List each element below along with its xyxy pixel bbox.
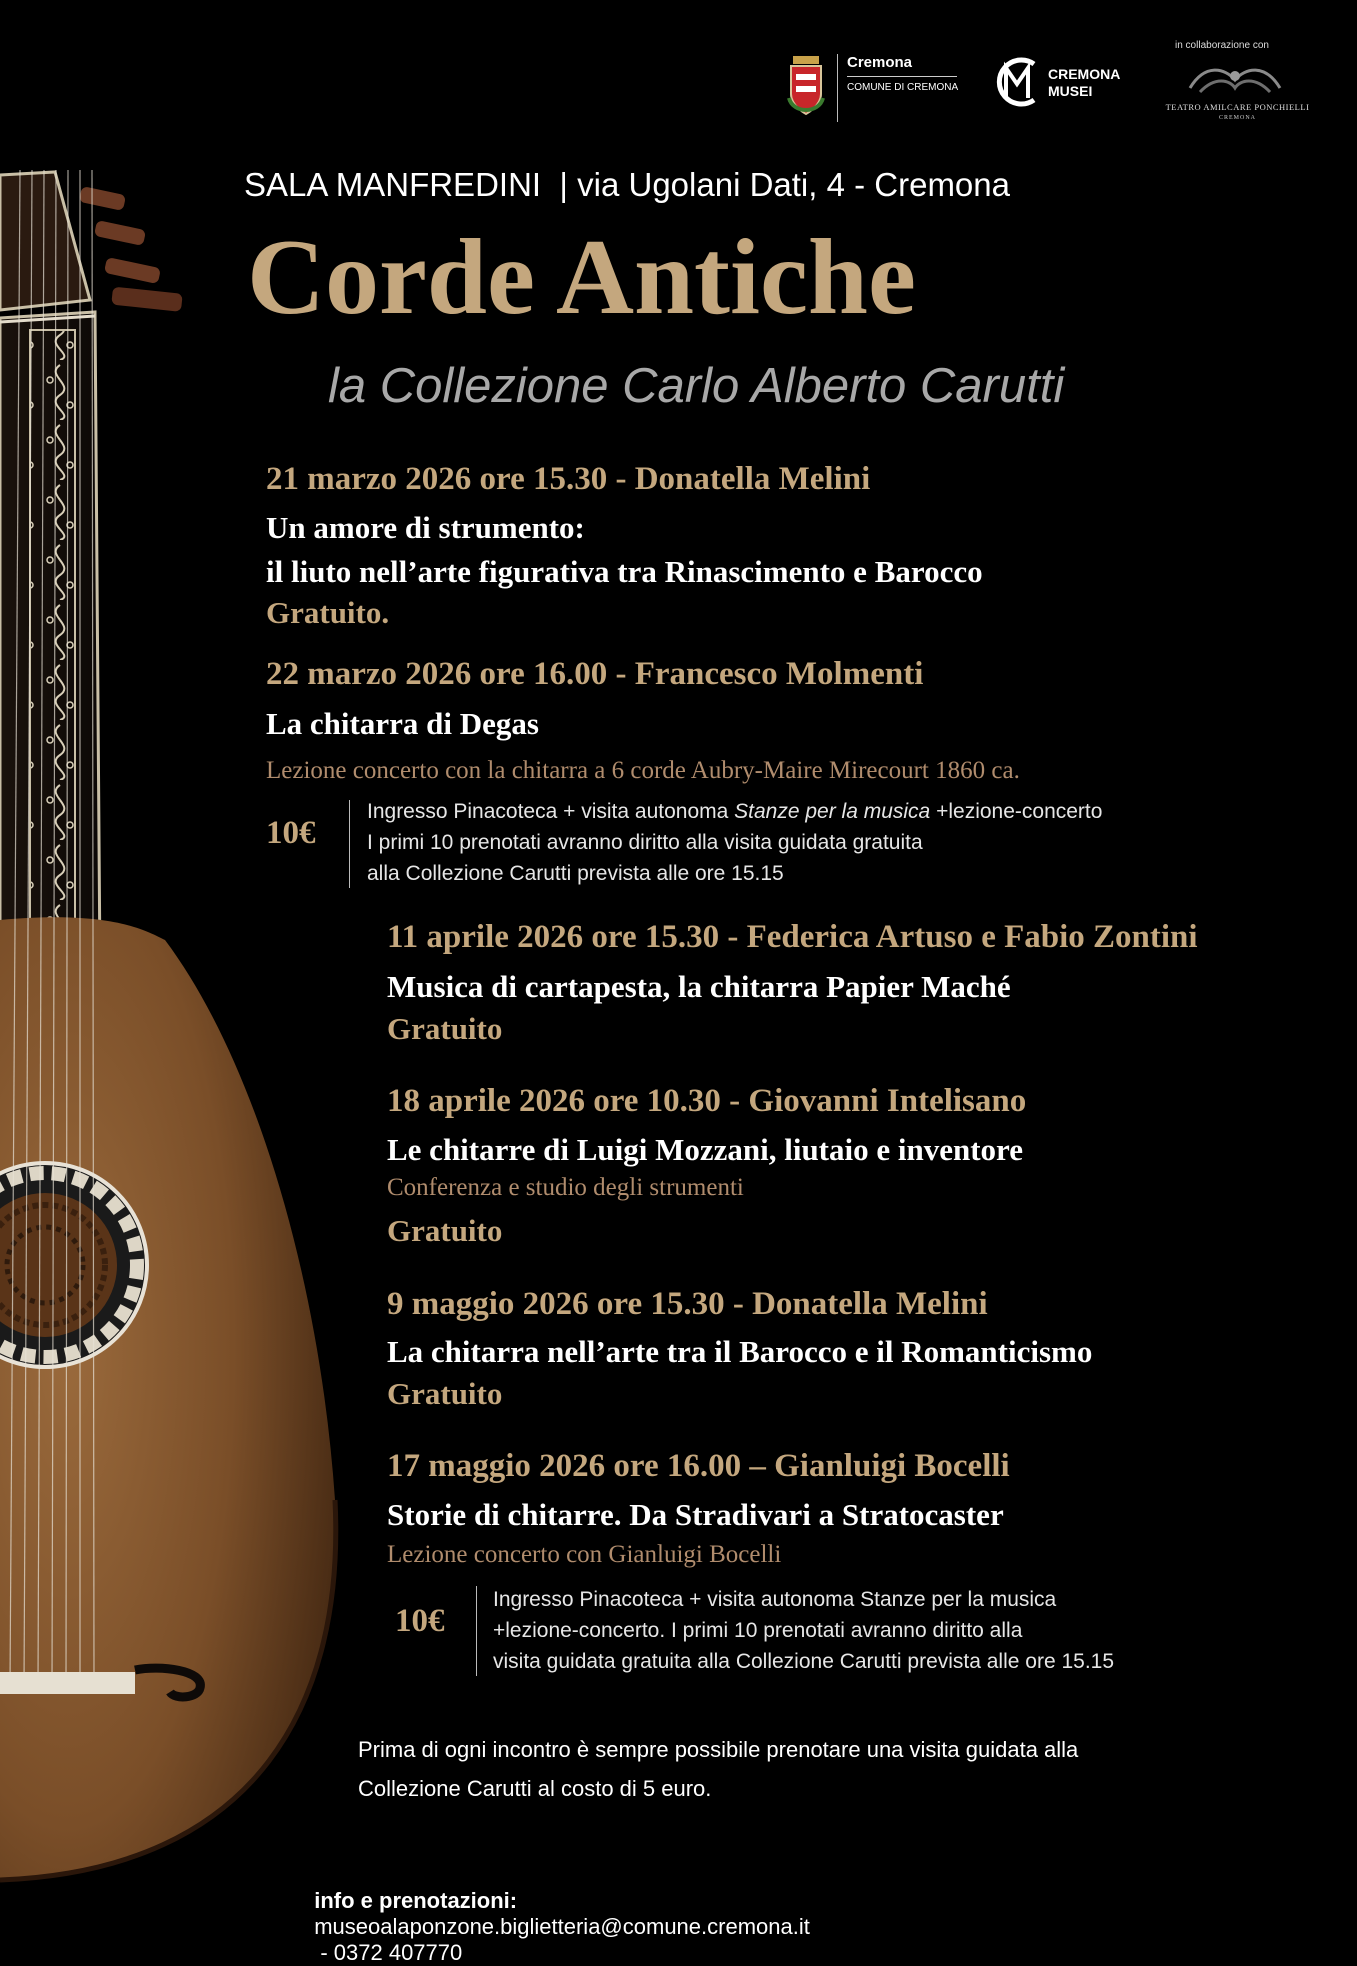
teatro-emblem-icon [1185,58,1285,100]
main-title: Corde Antiche [247,218,916,337]
teatro-city: CREMONA [1218,115,1256,121]
musei-line1: CREMONA [1048,66,1121,82]
event-6-subtitle: Lezione concerto con Gianluigi Bocelli [387,1541,782,1568]
event-2-subtitle: Lezione concerto con la chitarra a 6 corde Aubry-Maire Mirecourt 1860 ca. [266,757,1020,784]
coat-of-arms-icon [785,54,827,122]
cremona-label: Cremona [847,54,913,71]
event-6-price: 10€ [395,1603,445,1639]
comune-label: COMUNE DI CREMONA [847,82,959,93]
event-5-price: Gratuito [387,1376,503,1411]
event-6-note-line3: visita guidata gratuita alla Collezione Carutti prevista alle ore 15.15 [493,1650,1115,1673]
event-5-date: 9 maggio 2026 ore 15.30 - Donatella Melini [387,1286,988,1322]
event-6-note-line1: Ingresso Pinacoteca + visita autonoma Stanze per la musica [493,1588,1057,1611]
cm-monogram-icon [990,52,1044,112]
event-1-price: Gratuito. [266,595,390,630]
comune-logo [785,54,965,124]
event-4-date: 18 aprile 2026 ore 10.30 - Giovanni Intelisano [387,1083,1027,1119]
event-5-title: La chitarra nell’arte tra il Barocco e il Romanticismo [387,1334,1093,1369]
event-2-price: 10€ [266,815,316,851]
header-logos [780,40,1330,130]
footer-note-line2: Collezione Carutti al costo di 5 euro. [358,1776,712,1801]
pegbox [0,172,183,312]
musei-line2: MUSEI [1048,83,1093,99]
event-2-note-line3: alla Collezione Carutti prevista alle ore 15.15 [367,862,784,885]
event-4-price: Gratuito [387,1213,503,1248]
event-4-subtitle: Conferenza e studio degli strumenti [387,1174,744,1201]
contact-line [302,1862,810,1966]
event-6-title: Storie di chitarre. Da Stradivari a Stratocaster [387,1497,1004,1532]
event-1-title-line2: il liuto nell’arte figurativa tra Rinascimento e Barocco [266,554,983,589]
cremona-musei-logo [990,52,1130,116]
event-3-date: 11 aprile 2026 ore 15.30 - Federica Artuso e Fabio Zontini [387,919,1198,955]
event-6-date: 17 maggio 2026 ore 16.00 – Gianluigi Bocelli [387,1448,1010,1484]
lute-body [0,917,336,1880]
event-2-note-line2: I primi 10 prenotati avranno diritto alla visita guidata gratuita [367,831,923,854]
event-2-title: La chitarra di Degas [266,706,539,741]
teatro-label: TEATRO AMILCARE PONCHIELLI [1165,102,1310,112]
event-2-date: 22 marzo 2026 ore 16.00 - Francesco Molmenti [266,656,924,692]
subtitle: la Collezione Carlo Alberto Carutti [328,359,1065,413]
footer-note-line1: Prima di ogni incontro è sempre possibile prenotare una visita guidata alla [358,1737,1079,1762]
contact-email[interactable]: museoalaponzone.biglietteria@comune.cremona.it [314,1914,810,1939]
contact-phone: - 0372 407770 [314,1940,463,1965]
event-1-title-line1: Un amore di strumento: [266,510,585,545]
event-2-note-line1: Ingresso Pinacoteca + visita autonoma Stanze per la musica +lezione-concerto [367,800,1103,823]
event-1-date: 21 marzo 2026 ore 15.30 - Donatella Melini [266,461,871,497]
event-3-title: Musica di cartapesta, la chitarra Papier Maché [387,969,1011,1004]
event-6-note-line2: +lezione-concerto. I primi 10 prenotati avranno diritto alla [493,1619,1023,1642]
contact-label: info e prenotazioni: [314,1888,518,1913]
collab-label: in collaborazione con [1175,40,1269,51]
teatro-logo [1145,40,1330,130]
event-4-title: Le chitarre di Luigi Mozzani, liutaio e inventore [387,1132,1024,1167]
event-3-price: Gratuito [387,1011,503,1046]
venue-line: SALA MANFREDINI | via Ugolani Dati, 4 - Cremona [244,166,1010,203]
